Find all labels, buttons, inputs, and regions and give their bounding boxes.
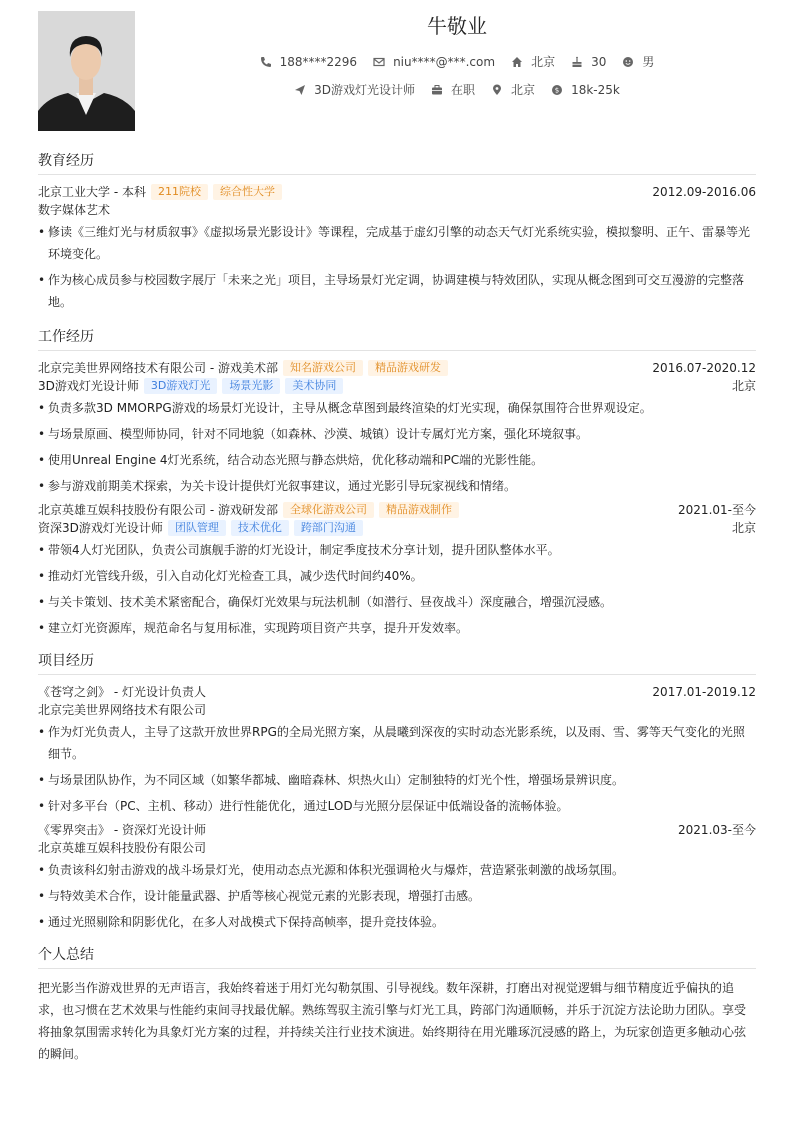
location-text: 北京 bbox=[531, 55, 556, 69]
phone-item bbox=[260, 55, 357, 69]
job-bullets bbox=[38, 397, 756, 497]
phone-text: 188****2296 bbox=[279, 54, 358, 69]
email-text: niu****@***.com bbox=[393, 54, 496, 69]
city-item bbox=[491, 81, 535, 98]
salary-item bbox=[551, 83, 620, 97]
skill-tag: 跨部门沟通 bbox=[294, 520, 363, 536]
skill-tag: 场景光影 bbox=[222, 378, 280, 394]
bullet-item: • 推动灯光管线升级，引入自动化灯光检查工具，减少迭代时间约40%。 bbox=[38, 565, 756, 587]
bullet-item: • 通过光照剔除和阴影优化，在多人对战模式下保持高帧率，提升竞技体验。 bbox=[38, 911, 756, 933]
smile-icon bbox=[622, 56, 634, 68]
project-bullets bbox=[38, 721, 756, 817]
bullet-item: • 针对多平台（PC、主机、移动）进行性能优化，通过LOD与光照分层保证中低端设备的流畅体验。 bbox=[38, 795, 756, 817]
status-item bbox=[431, 81, 475, 98]
job-city: 北京 bbox=[731, 379, 756, 393]
work-section bbox=[38, 326, 756, 643]
project-bullets bbox=[38, 859, 756, 933]
bullet-item: • 与场景原画、模型师协同，针对不同地貌（如森林、沙漠、城镇）设计专属灯光方案，强化环境叙事。 bbox=[38, 423, 756, 445]
job-bullets bbox=[38, 539, 756, 639]
company-tag: 知名游戏公司 bbox=[283, 360, 363, 376]
company-name: 北京英雄互娱科技股份有限公司 - 游戏研发部 bbox=[38, 503, 278, 517]
job-target-text: 3D游戏灯光设计师 bbox=[314, 83, 416, 97]
mail-icon bbox=[373, 56, 385, 68]
education-title: 教育经历 bbox=[38, 150, 756, 175]
school-tag: 211院校 bbox=[151, 184, 208, 200]
person-portrait-image bbox=[38, 11, 135, 131]
skill-tag: 美术协同 bbox=[285, 378, 343, 394]
major-name: 数字媒体艺术 bbox=[38, 203, 111, 217]
bullet-item: • 与关卡策划、技术美术紧密配合，确保灯光效果与玩法机制（如潜行、昼夜战斗）深度融合，增强沉浸感。 bbox=[38, 591, 756, 613]
send-icon bbox=[294, 84, 306, 96]
company-tag: 全球化游戏公司 bbox=[283, 502, 374, 518]
major-row bbox=[38, 201, 756, 219]
job-role-row bbox=[38, 519, 756, 537]
bullet-item: • 与场景团队协作，为不同区域（如繁华都城、幽暗森林、炽热火山）定制独特的灯光个性，增强场景辨识度。 bbox=[38, 769, 756, 791]
skill-tag: 技术优化 bbox=[231, 520, 289, 536]
profile-photo bbox=[38, 11, 135, 131]
education-section bbox=[38, 150, 756, 317]
job-role: 3D游戏灯光设计师 bbox=[38, 379, 139, 393]
project-date: 2021.03-至今 bbox=[678, 823, 756, 837]
summary-text: 把光影当作游戏世界的无声语言，我始终着迷于用灯光勾勒氛围、引导视线。数年深耕，打磨出对视觉逻辑与细节精度近乎偏执的追求，也习惯在艺术效果与性能约束间寻找最优解。熟练驾驭主流引擎与灯光工具，跨部门沟通顺畅，并乐于沉淀方法论助力团队。享受将抽象氛围需求转化为具象灯光方案的过程，并持续关注行业技术演进。始终期待在用光雕琢沉浸感的路上，为玩家创造更多触动心弦的瞬间。 bbox=[38, 981, 747, 1061]
bullet-item: • 修读《三维灯光与材质叙事》《虚拟场景光影设计》等课程，完成基于虚幻引擎的动态天气灯光系统实验，模拟黎明、正午、雷暴等光环境变化。 bbox=[38, 221, 756, 265]
age-item bbox=[571, 55, 606, 69]
projects-section bbox=[38, 650, 756, 937]
briefcase-icon bbox=[431, 84, 443, 96]
bullet-item: • 负责该科幻射击游戏的战斗场景灯光，使用动态点光源和体积光强调枪火与爆炸，营造紧张刺激的战场氛围。 bbox=[38, 859, 756, 881]
project-company: 北京完美世界网络技术有限公司 bbox=[38, 703, 207, 717]
bullet-item: • 负责多款3D MMORPG游戏的场景灯光设计，主导从概念草图到最终渲染的灯光实现，确保氛围符合世界观设定。 bbox=[38, 397, 756, 419]
job-role: 资深3D游戏灯光设计师 bbox=[38, 521, 163, 535]
work-title: 工作经历 bbox=[38, 326, 756, 351]
job-header-row bbox=[38, 501, 756, 519]
bullet-item: • 作为灯光负责人，主导了这款开放世界RPG的全局光照方案，从晨曦到深夜的实时动态光影系统，以及雨、雪、雾等天气变化的光照细节。 bbox=[38, 721, 756, 765]
summary-section bbox=[38, 944, 756, 1065]
job-city: 北京 bbox=[731, 521, 756, 535]
project-date: 2017.01-2019.12 bbox=[652, 685, 756, 699]
cake-icon bbox=[571, 56, 583, 68]
project-header-row bbox=[38, 683, 756, 701]
contact-info-row bbox=[135, 53, 779, 70]
candidate-name: 牛敬业 bbox=[427, 14, 487, 38]
bullet-item: • 作为核心成员参与校园数字展厅「未来之光」项目，主导场景灯光定调，协调建模与特效团队，实现从概念图到可交互漫游的完整落地。 bbox=[38, 269, 756, 313]
home-icon bbox=[511, 56, 523, 68]
education-bullets bbox=[38, 221, 756, 313]
education-header-row bbox=[38, 183, 756, 201]
company-tag: 精品游戏研发 bbox=[368, 360, 448, 376]
project-company: 北京英雄互娱科技股份有限公司 bbox=[38, 841, 207, 855]
project-name: 《苍穹之剑》 - 灯光设计负责人 bbox=[38, 685, 206, 699]
job-intent-row bbox=[135, 81, 779, 98]
school-name: 北京工业大学 - 本科 bbox=[38, 185, 146, 199]
project-company-row bbox=[38, 839, 756, 857]
education-date: 2012.09-2016.06 bbox=[652, 185, 756, 199]
project-header-row bbox=[38, 821, 756, 839]
location-pin-icon bbox=[491, 84, 503, 96]
phone-icon bbox=[260, 56, 272, 68]
coin-icon bbox=[551, 84, 563, 96]
summary-title: 个人总结 bbox=[38, 944, 756, 969]
email-item bbox=[373, 55, 495, 69]
project-company-row bbox=[38, 701, 756, 719]
city-text: 北京 bbox=[511, 83, 536, 97]
skill-tag: 3D游戏灯光 bbox=[144, 378, 217, 394]
school-tag: 综合性大学 bbox=[213, 184, 282, 200]
job-date: 2021.01-至今 bbox=[678, 503, 756, 517]
company-name: 北京完美世界网络技术有限公司 - 游戏美术部 bbox=[38, 361, 278, 375]
bullet-item: • 使用Unreal Engine 4灯光系统，结合动态光照与静态烘焙，优化移动端和PC端的光影性能。 bbox=[38, 449, 756, 471]
bullet-item: • 建立灯光资源库，规范命名与复用标准，实现跨项目资产共享，提升开发效率。 bbox=[38, 617, 756, 639]
job-header-row bbox=[38, 359, 756, 377]
age-text: 30 bbox=[591, 54, 607, 69]
bullet-item: • 参与游戏前期美术探索，为关卡设计提供灯光叙事建议，通过光影引导玩家视线和情绪。 bbox=[38, 475, 756, 497]
project-name: 《零界突击》 - 资深灯光设计师 bbox=[38, 823, 206, 837]
svg-text:$: $ bbox=[554, 85, 560, 94]
skill-tag: 团队管理 bbox=[168, 520, 226, 536]
bullet-item: • 带领4人灯光团队，负责公司旗舰手游的灯光设计，制定季度技术分享计划，提升团队整体水平。 bbox=[38, 539, 756, 561]
gender-text: 男 bbox=[642, 55, 655, 69]
job-role-row bbox=[38, 377, 756, 395]
job-date: 2016.07-2020.12 bbox=[652, 361, 756, 375]
status-text: 在职 bbox=[451, 83, 476, 97]
company-tag: 精品游戏制作 bbox=[379, 502, 459, 518]
gender-item bbox=[622, 53, 654, 70]
job-target-item bbox=[294, 81, 415, 98]
location-item bbox=[511, 53, 555, 70]
projects-title: 项目经历 bbox=[38, 650, 756, 675]
salary-text: 18k-25k bbox=[571, 82, 620, 97]
bullet-item: • 与特效美术合作，设计能量武器、护盾等核心视觉元素的光影表现，增强打击感。 bbox=[38, 885, 756, 907]
